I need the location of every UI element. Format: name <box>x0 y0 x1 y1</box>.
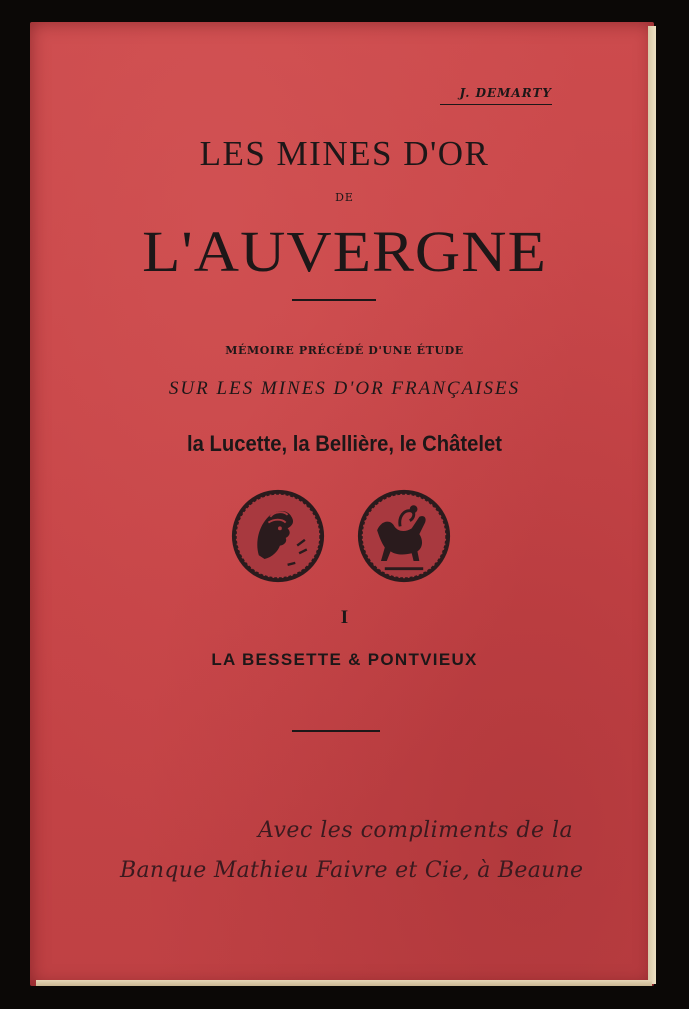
title-line-1: LES MINES D'OR <box>199 134 490 173</box>
volume-title: LA BESSETTE & PONTVIEUX <box>211 650 478 669</box>
coin-pegasus-rider-icon <box>356 488 452 584</box>
title-divider <box>292 299 376 301</box>
handwritten-dedication-line-2: Banque Mathieu Faivre et Cie, à Beaune <box>120 858 584 883</box>
subtitle-sur: SUR LES MINES D'OR FRANÇAISES <box>168 378 521 399</box>
title-line-2: L'AUVERGNE <box>142 219 547 284</box>
subtitle-memoire: MÉMOIRE PRÉCÉDÉ D'UNE ÉTUDE <box>225 344 464 357</box>
volume-divider <box>292 730 380 732</box>
coin-portrait-head-icon <box>230 488 326 584</box>
mines-list: la Lucette, la Bellière, le Châtelet <box>187 431 502 456</box>
volume-number: I <box>340 607 349 628</box>
handwritten-dedication-line-1: Avec les compliments de la <box>258 818 574 843</box>
author-name: J. DEMARTY <box>440 86 552 105</box>
title-de: DE <box>335 191 354 204</box>
page-edge-bottom <box>36 980 652 986</box>
